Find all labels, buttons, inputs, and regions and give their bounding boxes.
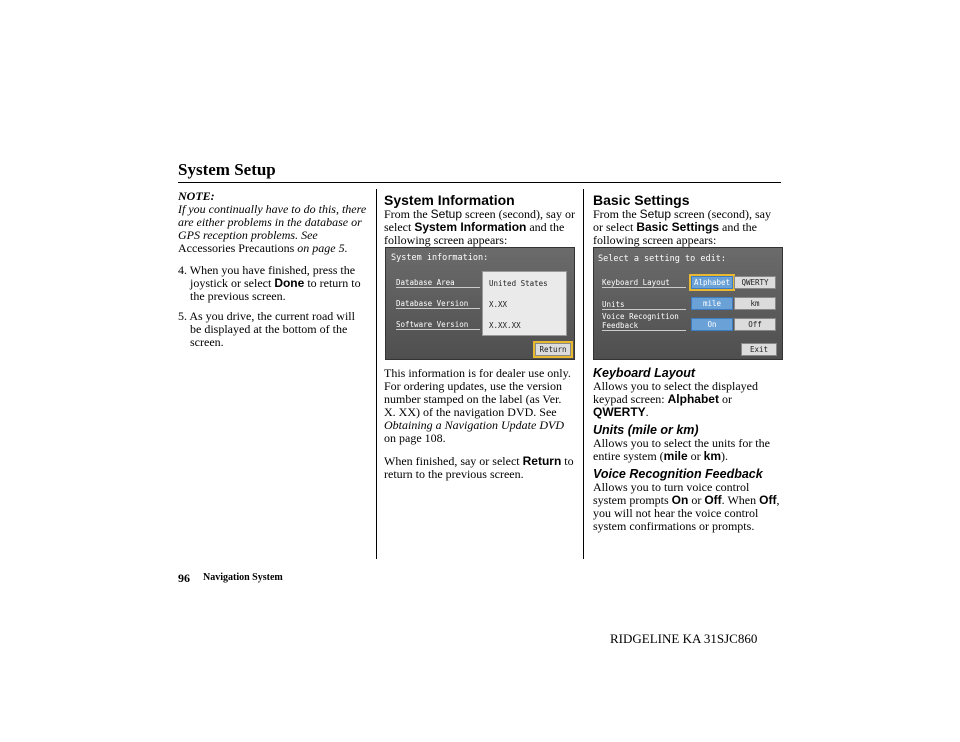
- page-number: 96: [178, 571, 190, 585]
- qwerty-keyword: QWERTY: [593, 405, 646, 419]
- software-version-label: Software Version: [396, 320, 480, 330]
- database-version-value: X.XX: [489, 300, 508, 309]
- off-keyword-2: Off: [759, 493, 777, 507]
- screen-title: System information:: [391, 253, 489, 263]
- keyboard-layout-text: [593, 380, 783, 419]
- database-area-label: Database Area: [396, 278, 480, 288]
- units-or: or: [687, 449, 704, 463]
- kb-or: or: [718, 392, 732, 406]
- system-information-heading: System Information: [384, 192, 515, 208]
- note-label: NOTE:: [178, 189, 215, 203]
- step-4: [178, 264, 368, 303]
- setup-keyword: Setup: [639, 207, 672, 221]
- qwerty-option[interactable]: QWERTY: [734, 276, 776, 289]
- units-text-a: Allows you to select the units for the entire system (: [593, 436, 770, 463]
- return-paragraph: [384, 455, 576, 481]
- column-divider-1: [376, 189, 377, 559]
- km-option[interactable]: km: [734, 297, 776, 310]
- footer-section: Navigation System: [203, 572, 283, 583]
- return-text-end: to return to the previous screen.: [384, 454, 574, 481]
- software-version-value: X.XX.XX: [489, 321, 521, 330]
- voice-recognition-label-line1: Voice Recognition: [602, 312, 679, 321]
- alphabet-option[interactable]: Alphabet: [691, 276, 733, 289]
- note-ref-italic: on page 5.: [297, 241, 348, 255]
- basic-settings-heading: Basic Settings: [593, 192, 690, 208]
- voice-recognition-label: [602, 312, 686, 331]
- info-values-panel: [482, 271, 567, 336]
- basic-settings-keyword: Basic Settings: [636, 220, 720, 234]
- keyboard-layout-label: Keyboard Layout: [602, 278, 686, 288]
- database-version-label: Database Version: [396, 299, 480, 309]
- note-text: If you continually have to do this, there are either problems in the database or GPS reception problems. See: [178, 202, 367, 242]
- column-3-body: [593, 366, 783, 533]
- kb-end: .: [645, 405, 649, 419]
- off-option[interactable]: Off: [734, 318, 776, 331]
- column-2-body: [384, 367, 576, 481]
- intro-text-a: From the: [593, 207, 640, 221]
- column-2: [384, 192, 576, 247]
- basic-settings-intro: [593, 208, 783, 247]
- return-keyword: Return: [522, 454, 562, 468]
- voice-feedback-text: [593, 481, 783, 533]
- step-4-text-end: to return to the previous screen.: [190, 276, 361, 303]
- km-keyword: km: [703, 449, 722, 463]
- units-label: Units: [602, 300, 686, 310]
- vr-text-b: . When: [721, 493, 760, 507]
- intro-text-b: screen (second), say or select: [384, 207, 575, 234]
- screen-title: Select a setting to edit:: [598, 254, 726, 264]
- dealer-info-text: This information is for dealer use only. For ordering updates, use the version number stamped on the label (as Ver. X. XX) of the navigation DVD. See: [384, 366, 571, 419]
- header-rule: [178, 182, 781, 183]
- units-heading: Units (mile or km): [593, 423, 699, 437]
- keyboard-layout-heading: Keyboard Layout: [593, 366, 696, 380]
- off-keyword: Off: [704, 493, 722, 507]
- setup-keyword: Setup: [430, 207, 463, 221]
- vr-text-a: Allows you to turn voice control system prompts: [593, 480, 750, 507]
- on-option[interactable]: On: [691, 318, 733, 331]
- on-keyword: On: [671, 493, 689, 507]
- system-information-screen: [385, 247, 575, 360]
- column-divider-2: [583, 189, 584, 559]
- exit-button[interactable]: Exit: [741, 343, 777, 356]
- basic-settings-screen: [593, 247, 783, 360]
- intro-text-a: From the: [384, 207, 431, 221]
- step-5: 5. As you drive, the current road will be displayed at the bottom of the screen.: [178, 309, 355, 349]
- column-1: [178, 190, 368, 349]
- dealer-info-text-end: on page 108.: [384, 431, 446, 445]
- dealer-info-paragraph: [384, 367, 576, 445]
- done-keyword: Done: [274, 276, 305, 290]
- note-reference: [178, 242, 368, 255]
- page-title: System Setup: [178, 160, 276, 179]
- intro-text-c: and the following screen appears:: [593, 220, 758, 247]
- database-area-value: United States: [489, 279, 548, 288]
- note-ref-plain: Accessories Precautions: [178, 241, 295, 255]
- system-information-intro: [384, 208, 576, 247]
- vr-text-c: , you will not hear the voice control system confirmations or prompts.: [593, 493, 780, 533]
- update-dvd-reference: Obtaining a Navigation Update DVD: [384, 418, 564, 432]
- document-code: RIDGELINE KA 31SJC860: [610, 631, 758, 646]
- alphabet-keyword: Alphabet: [667, 392, 719, 406]
- system-information-keyword: System Information: [414, 220, 527, 234]
- intro-text-c: and the following screen appears:: [384, 220, 565, 247]
- return-text: When finished, say or select: [384, 454, 523, 468]
- return-button[interactable]: Return: [535, 343, 571, 356]
- mile-keyword: mile: [663, 449, 688, 463]
- voice-feedback-heading: Voice Recognition Feedback: [593, 467, 763, 481]
- kb-text: Allows you to select the displayed keypad screen:: [593, 379, 758, 406]
- mile-option[interactable]: mile: [691, 297, 733, 310]
- vr-or: or: [688, 493, 705, 507]
- units-text: [593, 437, 783, 463]
- column-3: [593, 192, 783, 247]
- units-end: ).: [721, 449, 729, 463]
- step-4-text: 4. When you have finished, press the joystick or select: [178, 263, 356, 290]
- voice-recognition-label-line2: Feedback: [602, 321, 639, 330]
- intro-text-b: screen (second), say or select: [593, 207, 771, 234]
